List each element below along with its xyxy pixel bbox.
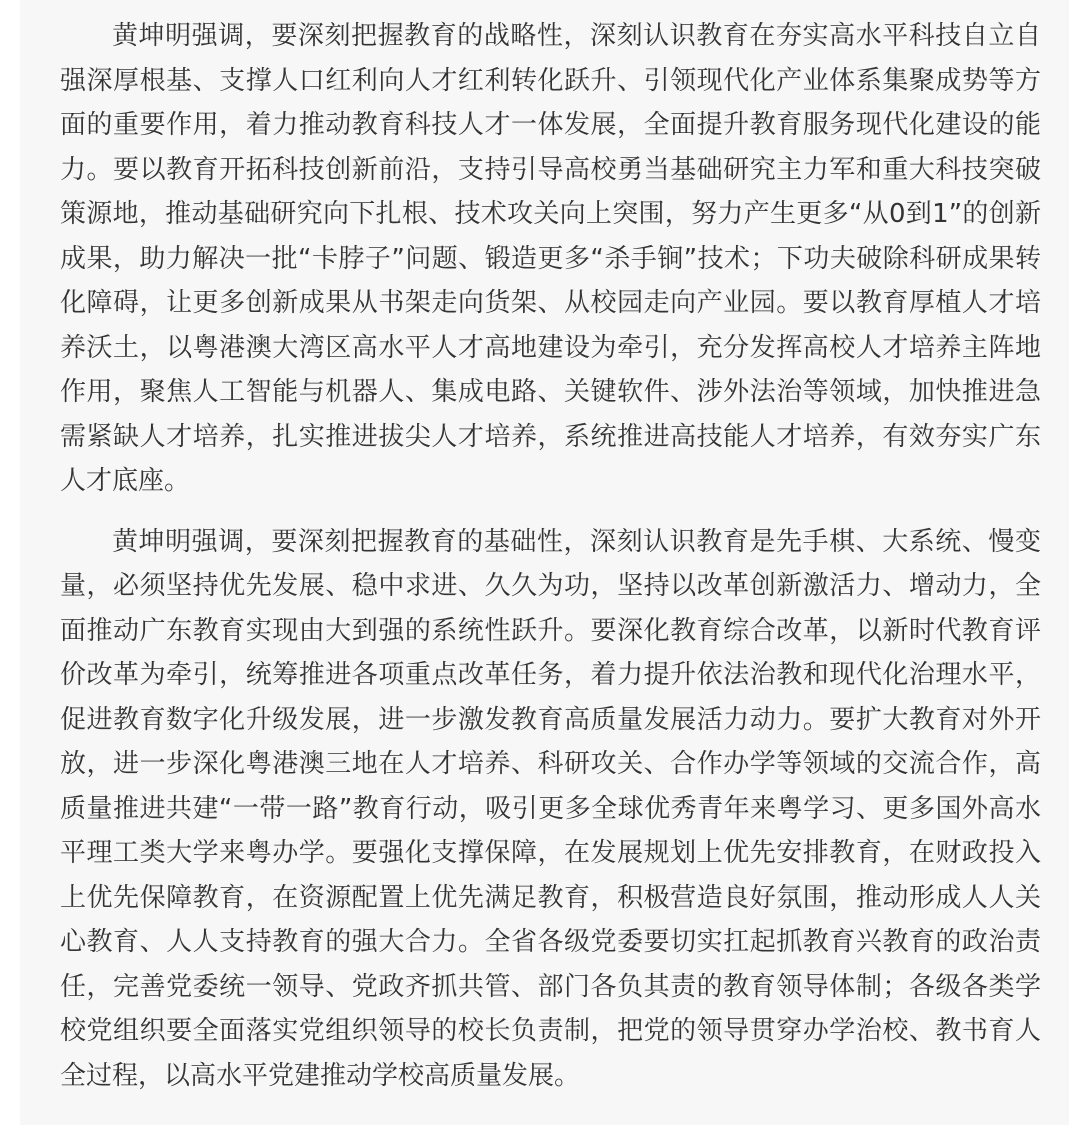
article-body: [20, 0, 1069, 1125]
paragraph-foundational: 黄坤明强调，要深刻把握教育的基础性，深刻认识教育是先手棋、大系统、慢变量，必须坚持优先发展、稳中求进、久久为功，坚持以改革创新激活力、增动力，全面推动广东教育实现由大到强的系统性跃升。要深化教育综合改革，以新时代教育评价改革为牵引，统筹推进各项重点改革任务，着力提升依法治教和现代化治理水平，促进教育数字化升级发展，进一步激发教育高质量发展活力动力。要扩大教育对外开放，进一步深化粤港澳三地在人才培养、科研攻关、合作办学等领域的交流合作，高质量推进共建“一带一路”教育行动，吸引更多全球优秀青年来粤学习、更多国外高水平理工类大学来粤办学。要强化支撑保障，在发展规划上优先安排教育，在财政投入上优先保障教育，在资源配置上优先满足教育，积极营造良好氛围，推动形成人人关心教育、人人支持教育的强大合力。全省各级党委要切实扛起抓教育兴教育的政治责任，完善党委统一领导、党政齐抓共管、部门各负其责的教育领导体制；各级各类学校党组织要全面落实党组织领导的校长负责制，把党的领导贯穿办学治校、教书育人全过程，以高水平党建推动学校高质量发展。: [60, 526, 1041, 1091]
paragraph-strategic: 黄坤明强调，要深刻把握教育的战略性，深刻认识教育在夯实高水平科技自立自强深厚根基、支撑人口红利向人才红利转化跃升、引领现代化产业体系集聚成势等方面的重要作用，着力推动教育科技人才一体发展，全面提升教育服务现代化建设的能力。要以教育开拓科技创新前沿，支持引导高校勇当基础研究主力军和重大科技突破策源地，推动基础研究向下扎根、技术攻关向上突围，努力产生更多“从0到1”的创新成果，助力解决一批“卡脖子”问题、锻造更多“杀手锏”技术；下功夫破除科研成果转化障碍，让更多创新成果从书架走向货架、从校园走向产业园。要以教育厚植人才培养沃土，以粤港澳大湾区高水平人才高地建设为牵引，充分发挥高校人才培养主阵地作用，聚焦人工智能与机器人、集成电路、关键软件、涉外法治等领域，加快推进急需紧缺人才培养，扎实推进拔尖人才培养，系统推进高技能人才培养，有效夯实广东人才底座。: [60, 21, 1041, 496]
